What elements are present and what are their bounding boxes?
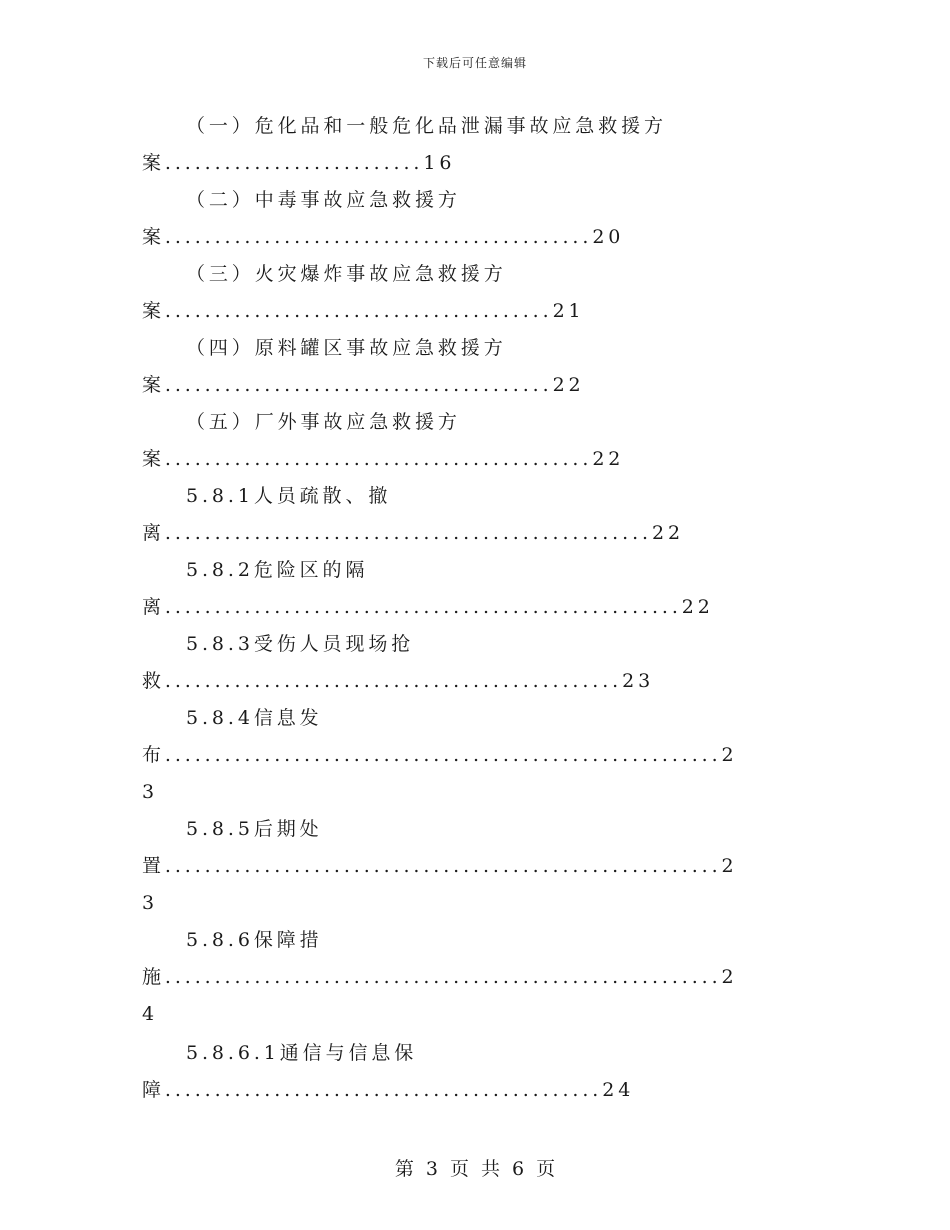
toc-entry-leader <box>142 150 455 176</box>
toc-entry-dots: ........................................................ <box>164 855 722 877</box>
toc-entry-leader <box>142 446 624 472</box>
toc-entry-dots: .......................... <box>164 152 424 174</box>
toc-entry-page: 24 <box>602 1079 635 1101</box>
toc-entry-dots: ....................................... <box>164 300 553 322</box>
toc-entry-leader <box>142 742 738 768</box>
toc-entry-leader <box>142 1077 634 1103</box>
toc-entry-title: （一）危化品和一般危化品泄漏事故应急救援方 <box>186 115 667 137</box>
toc-entry-lead: 案 <box>142 448 165 470</box>
toc-entry-lead: 施 <box>142 966 165 988</box>
toc-entry-title: 5.8.5后期处 <box>186 818 323 840</box>
toc-entry-title: 5.8.6保障措 <box>186 929 323 951</box>
toc-entry-leader <box>142 668 654 694</box>
toc-entry-page: 22 <box>552 374 585 396</box>
toc-entry-title: （五）厂外事故应急救援方 <box>186 411 461 433</box>
toc-entry-lead: 案 <box>142 300 165 322</box>
toc-entry-title: （四）原料罐区事故应急救援方 <box>186 337 507 359</box>
toc-entry-page: 20 <box>592 226 625 248</box>
page-header: 下载后可任意编辑 <box>422 56 527 70</box>
toc-entry-page: 2 <box>721 855 738 877</box>
toc-entry-leader <box>142 520 684 546</box>
toc-entry-page-wrap: 3 <box>142 892 158 914</box>
toc-entry-dots: ........................................................ <box>164 966 722 988</box>
toc-entry-dots: ........................................... <box>164 448 593 470</box>
toc-entry-page: 2 <box>721 966 738 988</box>
toc-entry-title: 5.8.3受伤人员现场抢 <box>186 633 415 655</box>
toc-entry-leader <box>142 964 738 990</box>
toc-entry-lead: 案 <box>142 374 165 396</box>
toc-entry-dots: .............................................. <box>164 670 623 692</box>
toc-entry-leader <box>142 594 714 620</box>
toc-entry-dots: ............................................ <box>164 1079 603 1101</box>
toc-entry-leader <box>142 224 624 250</box>
toc-entry-lead: 离 <box>142 596 165 618</box>
toc-entry-title: 5.8.2危险区的隔 <box>186 559 369 581</box>
toc-entry-lead: 案 <box>142 152 165 174</box>
toc-entry-lead: 障 <box>142 1079 165 1101</box>
toc-entry-page-wrap: 3 <box>142 781 158 803</box>
toc-entry-page: 22 <box>651 522 684 544</box>
toc-entry-page: 22 <box>592 448 625 470</box>
toc-entry-leader <box>142 298 585 324</box>
toc-entry-leader <box>142 853 738 879</box>
toc-entry-dots: ........................................................ <box>164 744 722 766</box>
toc-entry-lead: 置 <box>142 855 165 877</box>
toc-entry-leader <box>142 372 585 398</box>
toc-entry-dots: .................................................... <box>164 596 682 618</box>
toc-entry-dots: ........................................... <box>164 226 593 248</box>
toc-entry-title: 5.8.4信息发 <box>186 707 323 729</box>
toc-entry-lead: 案 <box>142 226 165 248</box>
toc-entry-page: 22 <box>681 596 714 618</box>
toc-entry-page: 16 <box>423 152 456 174</box>
toc-entry-page: 23 <box>622 670 655 692</box>
toc-entry-title: （二）中毒事故应急救援方 <box>186 189 461 211</box>
toc-entry-page: 21 <box>552 300 585 322</box>
toc-entry-page: 2 <box>721 744 738 766</box>
toc-entry-title: 5.8.6.1通信与信息保 <box>186 1042 418 1064</box>
toc-entry-title: 5.8.1人员疏散、撤 <box>186 485 392 507</box>
toc-entry-title: （三）火灾爆炸事故应急救援方 <box>186 263 507 285</box>
toc-entry-dots: ....................................... <box>164 374 553 396</box>
toc-entry-page-wrap: 4 <box>142 1003 158 1025</box>
toc-entry-lead: 离 <box>142 522 165 544</box>
toc-entry-lead: 救 <box>142 670 165 692</box>
page-footer: 第 3 页 共 6 页 <box>394 1158 556 1180</box>
toc-entry-dots: ................................................. <box>164 522 652 544</box>
toc-entry-lead: 布 <box>142 744 165 766</box>
